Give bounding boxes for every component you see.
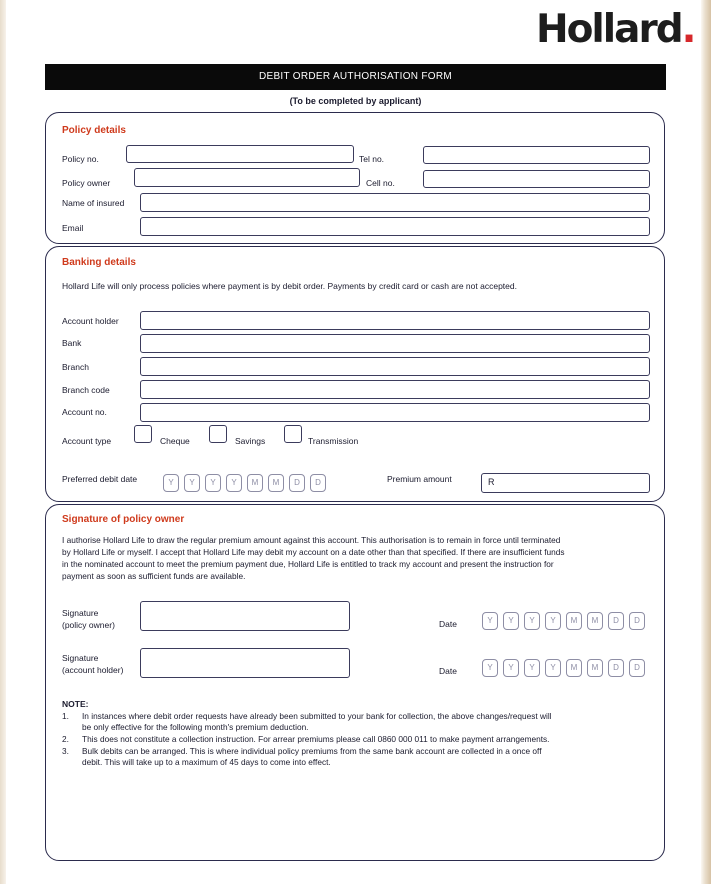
savings-checkbox[interactable] — [209, 425, 227, 443]
note-line: Bulk debits can be arranged. This is where individual policy premiums from the same bank account are collected in a once off — [82, 746, 542, 756]
note-title: NOTE: — [62, 699, 89, 709]
cell-no-field[interactable] — [423, 170, 650, 188]
debit-date-cell[interactable]: D — [289, 474, 305, 492]
bank-field[interactable] — [140, 334, 650, 353]
bank-label: Bank — [62, 338, 82, 348]
note-line: This does not constitute a collection instruction. For arrear premiums please call 0860 000 011 to make payment arrangements. — [82, 734, 550, 744]
account-no-label: Account no. — [62, 407, 107, 417]
account-holder-label: Account holder — [62, 316, 119, 326]
hollard-logo — [536, 4, 694, 56]
date-cell[interactable]: M — [566, 659, 582, 677]
authorisation-line: by Hollard Life or myself. I accept that Hollard Life may debit my account on a date other than that specified. If there are insufficient funds — [62, 547, 565, 557]
debit-date-cell[interactable]: Y — [163, 474, 179, 492]
sig-holder-sublabel: (account holder) — [62, 665, 124, 675]
account-no-field[interactable] — [140, 403, 650, 422]
date-cell[interactable]: Y — [503, 659, 519, 677]
name-of-insured-field[interactable] — [140, 193, 650, 212]
cheque-label: Cheque — [160, 436, 190, 446]
email-label: Email — [62, 223, 84, 233]
policy-details-title: Policy details — [62, 125, 126, 136]
page-edge-right — [701, 0, 711, 884]
debit-date-cell[interactable]: Y — [184, 474, 200, 492]
banking-notice: Hollard Life will only process policies where payment is by debit order. Payments by credit card or cash are not accepted. — [62, 281, 517, 291]
account-type-label: Account type — [62, 436, 112, 446]
sig-holder-field[interactable] — [140, 648, 350, 678]
date-cell[interactable]: Y — [482, 659, 498, 677]
date-cell[interactable]: D — [608, 612, 624, 630]
debit-date-cell[interactable]: M — [247, 474, 263, 492]
branch-code-label: Branch code — [62, 385, 110, 395]
date-cell[interactable]: M — [566, 612, 582, 630]
date-cell[interactable]: Y — [503, 612, 519, 630]
note-number: 3. — [62, 746, 69, 756]
note-line: debit. This will take up to a maximum of 45 days to come into effect. — [82, 757, 331, 767]
cheque-checkbox[interactable] — [134, 425, 152, 443]
page-edge-left — [0, 0, 6, 884]
date-cell[interactable]: M — [587, 659, 603, 677]
premium-amount-field[interactable]: R — [481, 473, 650, 493]
premium-amount-label: Premium amount — [387, 474, 452, 484]
note-text — [82, 746, 662, 768]
cell-no-label: Cell no. — [366, 178, 395, 188]
date-cell[interactable]: D — [629, 659, 645, 677]
form-subtitle: (To be completed by applicant) — [289, 96, 422, 106]
transmission-label: Transmission — [308, 436, 359, 446]
branch-label: Branch — [62, 362, 89, 372]
tel-no-field[interactable] — [423, 146, 650, 164]
sig-owner-field[interactable] — [140, 601, 350, 631]
banking-details-title: Banking details — [62, 257, 136, 268]
debit-date-cell[interactable]: Y — [205, 474, 221, 492]
savings-label: Savings — [235, 436, 266, 446]
date-cell[interactable]: Y — [545, 612, 561, 630]
sig-owner-sublabel: (policy owner) — [62, 620, 115, 630]
note-line: be only effective for the following month's premium deduction. — [82, 722, 309, 732]
date-cell[interactable]: M — [587, 612, 603, 630]
debit-date-cell[interactable]: M — [268, 474, 284, 492]
policy-no-label: Policy no. — [62, 154, 99, 164]
authorisation-line: payment as soon as sufficient funds are available. — [62, 571, 246, 581]
tel-no-label: Tel no. — [359, 154, 385, 164]
date-cell[interactable]: D — [608, 659, 624, 677]
logo-dot: . — [681, 7, 695, 52]
note-number: 2. — [62, 734, 69, 744]
date-label: Date — [439, 619, 457, 629]
policy-owner-label: Policy owner — [62, 178, 111, 188]
branch-code-field[interactable] — [140, 380, 650, 399]
authorisation-line: I authorise Hollard Life to draw the regular premium amount against this account. This authorisation is to remain in force until terminated — [62, 535, 561, 545]
form-title: DEBIT ORDER AUTHORISATION FORM — [45, 64, 666, 90]
branch-field[interactable] — [140, 357, 650, 376]
email-field[interactable] — [140, 217, 650, 236]
date-cell[interactable]: Y — [524, 612, 540, 630]
policy-no-field[interactable] — [126, 145, 354, 163]
preferred-debit-date-label: Preferred debit date — [62, 474, 138, 484]
note-number: 1. — [62, 711, 69, 721]
note-line: In instances where debit order requests have already been submitted to your bank for collection, the above changes/request will — [82, 711, 552, 721]
date-cell[interactable]: Y — [545, 659, 561, 677]
date-cell[interactable]: Y — [524, 659, 540, 677]
signature-title: Signature of policy owner — [62, 514, 185, 525]
sig-holder-label: Signature — [62, 653, 99, 663]
date-cell[interactable]: Y — [482, 612, 498, 630]
debit-date-cell[interactable]: Y — [226, 474, 242, 492]
note-text — [82, 711, 662, 733]
account-holder-field[interactable] — [140, 311, 650, 330]
name-of-insured-label: Name of insured — [62, 198, 125, 208]
policy-owner-field[interactable] — [134, 168, 360, 187]
authorisation-line: in the nominated account to meet the premium payment due, Hollard Life is entitled to track my account and present the instruction for — [62, 559, 554, 569]
sig-owner-label: Signature — [62, 608, 99, 618]
date-cell[interactable]: D — [629, 612, 645, 630]
date-label: Date — [439, 666, 457, 676]
transmission-checkbox[interactable] — [284, 425, 302, 443]
logo-text: Hollard — [536, 7, 682, 52]
debit-date-cell[interactable]: D — [310, 474, 326, 492]
note-text — [82, 734, 662, 745]
